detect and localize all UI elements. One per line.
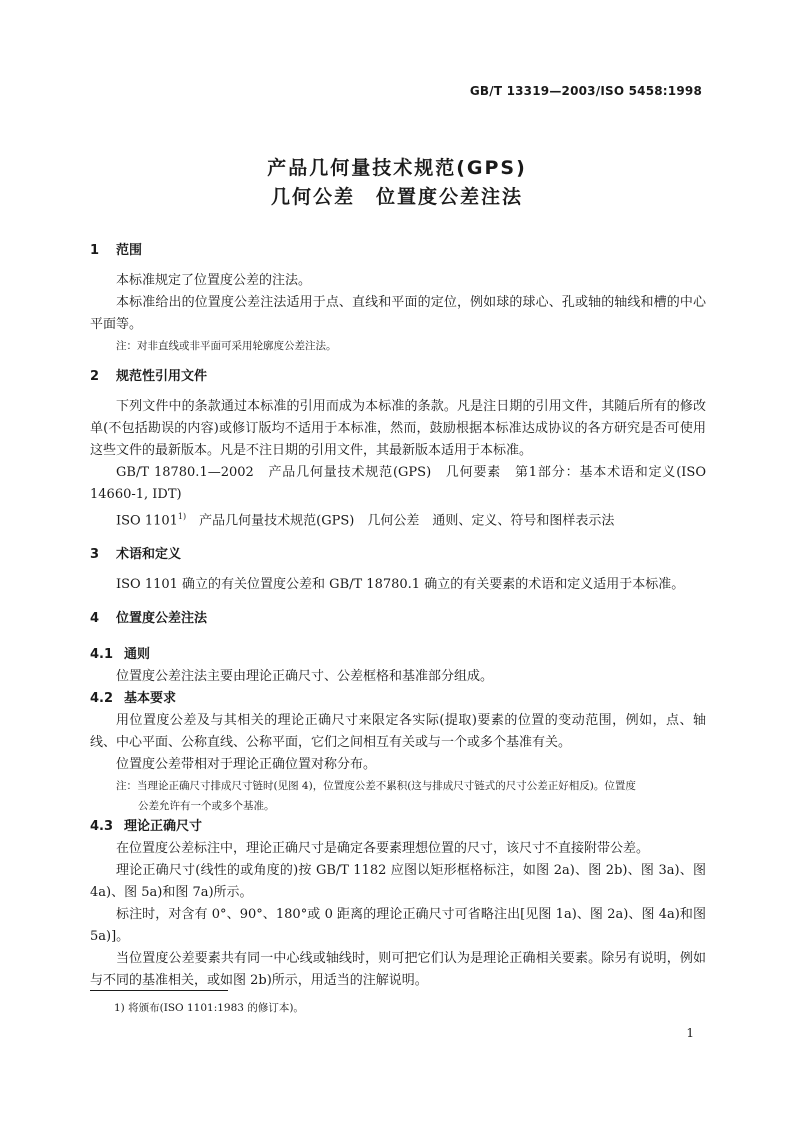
section-number: 3 bbox=[90, 547, 100, 563]
document-title-line1: 产品几何量技术规范(GPS) bbox=[267, 157, 527, 179]
reference-item bbox=[90, 506, 706, 532]
section-title: 术语和定义 bbox=[116, 547, 182, 563]
section-1-heading bbox=[90, 240, 706, 262]
paragraph: ISO 1101 确立的有关位置度公差和 GB/T 18780.1 确立的有关要素的术语和定义适用于本标准。 bbox=[116, 577, 685, 593]
subsection-4-2-heading bbox=[90, 688, 706, 710]
note: 注：当理论正确尺寸排成尺寸链时(见图 4)，位置度公差不累积(这与排成尺寸链式的尺寸公差正好相反)。位置度 bbox=[116, 780, 636, 793]
page-number: 1 bbox=[686, 1026, 694, 1040]
subsection-number: 4.1 bbox=[90, 647, 114, 663]
paragraph: 本标准给出的位置度公差注法适用于点、直线和平面的定位，例如球的球心、孔或轴的轴线和槽的中心平面等。 bbox=[90, 295, 706, 332]
section-3-heading bbox=[90, 544, 706, 566]
paragraph: 在位置度公差标注中，理论正确尺寸是确定各要素理想位置的尺寸，该尺寸不直接附带公差。 bbox=[116, 841, 650, 857]
section-number: 1 bbox=[90, 243, 100, 258]
note: 注：对非直线或非平面可采用轮廓度公差注法。 bbox=[116, 340, 337, 352]
subsection-title: 基本要求 bbox=[124, 691, 177, 707]
paragraph: 下列文件中的条款通过本标准的引用而成为本标准的条款。凡是注日期的引用文件，其随后所有的修改单(不包括勘误的内容)或修订版均不适用于本标准，然而，鼓励根据本标准达成协议的各方研究是否可使用这些文件的最新版本。凡是不注日期的引用文件，其最新版本适用于本标准。 bbox=[90, 399, 706, 458]
section-title: 范围 bbox=[116, 243, 143, 258]
document-body bbox=[90, 240, 706, 992]
subsection-title: 理论正确尺寸 bbox=[124, 819, 203, 835]
footnote: 1) 将颁布(ISO 1101:1983 的修订本)。 bbox=[114, 1002, 304, 1014]
document-title-line2: 几何公差 位置度公差注法 bbox=[270, 186, 523, 208]
subsection-4-1-heading bbox=[90, 644, 706, 666]
section-title: 位置度公差注法 bbox=[116, 611, 208, 627]
paragraph: 位置度公差带相对于理论正确位置对称分布。 bbox=[116, 757, 377, 773]
paragraph: 本标准规定了位置度公差的注法。 bbox=[116, 273, 312, 288]
footnote-divider bbox=[90, 990, 228, 991]
paragraph: 理论正确尺寸(线性的或角度的)按 GB/T 1182 应图以矩形框格标注，如图 2a)、图 2b)、图 3a)、图 4a)、图 5a)和图 7a)所示。 bbox=[90, 863, 706, 901]
footnote-marker: 1) bbox=[177, 512, 187, 521]
section-number: 2 bbox=[90, 369, 100, 384]
paragraph: 用位置度公差及与其相关的理论正确尺寸来限定各实际(提取)要素的位置的变动范围，例如，点、轴线、中心平面、公称直线、公称平面，它们之间相互有关或与一个或多个基准有关。 bbox=[90, 713, 706, 751]
note-continuation: 公差允许有一个或多个基准。 bbox=[138, 800, 275, 813]
paragraph: 当位置度公差要素共有同一中心线或轴线时，则可把它们认为是理论正确相关要素。除另有说明，例如与不同的基准相关，或如图 2b)所示，用适当的注解说明。 bbox=[90, 951, 706, 989]
reference-item: GB/T 18780.1—2002 产品几何量技术规范(GPS) 几何要素 第1部分：基本术语和定义(ISO 14660-1, IDT) bbox=[90, 465, 706, 502]
section-title: 规范性引用文件 bbox=[116, 369, 208, 384]
subsection-4-3-heading bbox=[90, 816, 706, 838]
subsection-number: 4.2 bbox=[90, 691, 114, 707]
paragraph: 标注时，对含有 0°、90°、180°或 0 距离的理论正确尺寸可省略注出[见图 1a)、图 2a)、图 4a)和图 5a)]。 bbox=[90, 907, 706, 945]
subsection-number: 4.3 bbox=[90, 819, 114, 835]
section-2-heading bbox=[90, 366, 706, 388]
subsection-title: 通则 bbox=[124, 647, 151, 663]
reference-code: ISO 1101 bbox=[116, 513, 178, 529]
section-4-heading bbox=[90, 608, 706, 630]
paragraph: 位置度公差注法主要由理论正确尺寸、公差框格和基准部分组成。 bbox=[116, 669, 494, 685]
standard-code: GB/T 13319—2003/ISO 5458:1998 bbox=[469, 84, 702, 98]
reference-title: 产品几何量技术规范(GPS) 几何公差 通则、定义、符号和图样表示法 bbox=[186, 513, 615, 529]
section-number: 4 bbox=[90, 611, 100, 627]
